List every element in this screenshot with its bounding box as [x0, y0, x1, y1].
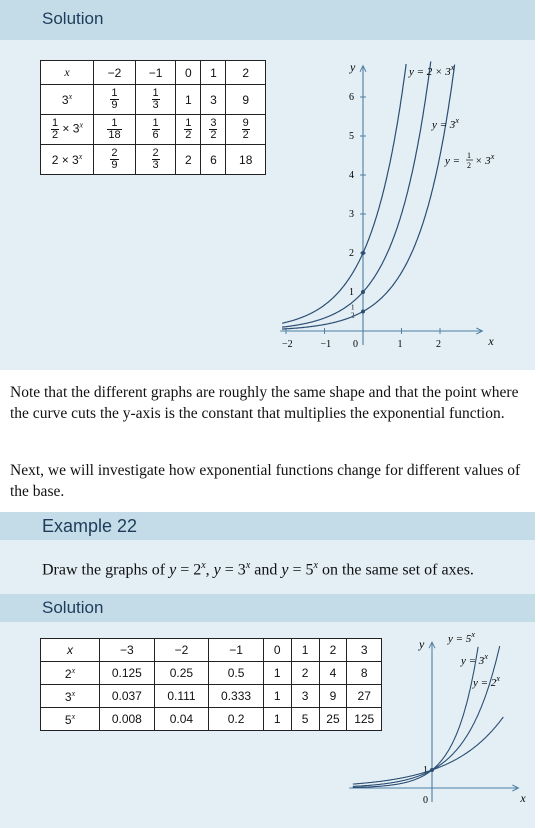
- x-axis-label-2: x: [520, 791, 526, 805]
- table1-cell: $\frac{2}{9}$: [94, 145, 136, 175]
- paragraph-next-text: Next, we will investigate how exponential functions change for different values of the base.: [10, 462, 521, 500]
- table2-cell: 1: [263, 685, 291, 708]
- intercept-2x3x: [361, 251, 365, 255]
- paragraph-next: [10, 460, 530, 502]
- x-tick-label: 1: [397, 339, 403, 350]
- table2-header-cell: 3: [347, 639, 382, 662]
- table1-cell: $\frac{1}{9}$: [94, 85, 136, 115]
- label-3x: $y = 3^x$: [432, 116, 459, 131]
- table2-cell: 0.5: [209, 662, 264, 685]
- y-label-half-den: 2: [351, 311, 355, 320]
- y-tick-label: 2: [349, 248, 354, 259]
- x-axis-label: x: [488, 334, 494, 348]
- table1-cell: 1: [176, 85, 201, 115]
- table1-cell: $\frac{3}{2}$: [201, 115, 226, 145]
- x-tick-label: −1: [320, 339, 332, 350]
- table2-header-cell: 0: [263, 639, 291, 662]
- example-prompt: [42, 560, 474, 579]
- table1-cell: $\frac{9}{2}$: [226, 115, 266, 145]
- label-half-suffix: × $3^x$: [475, 152, 495, 167]
- table1-row-label: 3$^x$: [41, 85, 94, 115]
- prompt-part: ,: [205, 561, 214, 579]
- table2-cell: 0.2: [209, 708, 264, 731]
- table2-header-cell: 2: [319, 639, 347, 662]
- table2-row-label: 3$^x$: [41, 685, 100, 708]
- table2-row-label: 2$^x$: [41, 662, 100, 685]
- table1-cell: 2: [176, 145, 201, 175]
- origin-label-2: 0: [423, 795, 428, 806]
- y-axis-label: y: [350, 59, 356, 74]
- table2-cell: 2: [291, 662, 319, 685]
- label-2x: $y = 2^x$: [473, 674, 500, 689]
- solution-panel-1: [0, 0, 535, 370]
- table2-header-row: [41, 639, 382, 662]
- paragraph-note: [10, 382, 530, 424]
- table2-cell: 27: [347, 685, 382, 708]
- table1-cell: 9: [226, 85, 266, 115]
- table2-cell: 0.04: [154, 708, 209, 731]
- table1-cell: 6: [201, 145, 226, 175]
- values-table-1: [40, 60, 266, 175]
- prompt-part: and: [250, 561, 282, 579]
- prompt-part: = 5: [288, 561, 314, 579]
- prompt-part: y: [213, 561, 221, 579]
- table2-cell: 0.125: [100, 662, 155, 685]
- prompt-part: x: [201, 560, 206, 571]
- x-tick-label: 0: [353, 339, 358, 350]
- y-tick-label: 6: [349, 92, 354, 103]
- prompt-part: on the same set of axes.: [317, 561, 474, 579]
- table1-cell: −1: [135, 61, 175, 85]
- prompt-part: = 2: [176, 561, 202, 579]
- table2-cell: 1: [263, 708, 291, 731]
- prompt-part: y: [281, 561, 289, 579]
- prompt-part: y: [169, 561, 177, 579]
- table1-cell: 3: [201, 85, 226, 115]
- table2-cell: 0.25: [154, 662, 209, 685]
- table2-cell: 9: [319, 685, 347, 708]
- y-axis-label-2: y: [419, 637, 425, 652]
- table1-row-label: $\frac{1}{2}$ × $3^x$: [41, 115, 94, 145]
- table1-row-label: $2 \times 3^x$: [41, 145, 94, 175]
- label-5x: $y = 5^x$: [448, 630, 475, 645]
- table2-row-label: 5$^x$: [41, 708, 100, 731]
- table1-row-label: [41, 61, 94, 85]
- intercept-3x: [361, 290, 365, 294]
- table2-cell: 3: [291, 685, 319, 708]
- label-3x-b: $y = 3^x$: [461, 652, 488, 667]
- table2-cell: 125: [347, 708, 382, 731]
- intercept-half-3x: [361, 310, 365, 314]
- graph-1: [262, 55, 512, 355]
- solution-header-1: [0, 0, 535, 40]
- table1-cell: $\frac{1}{6}$: [135, 115, 175, 145]
- table1-cell: $\frac{2}{3}$: [135, 145, 175, 175]
- table2-cell: 8: [347, 662, 382, 685]
- values-table-2: [40, 638, 382, 731]
- y-tick-label: 1: [349, 287, 354, 298]
- solution-title-1: Solution: [42, 9, 104, 28]
- curve-2x3x: [282, 64, 406, 323]
- prompt-part: Draw the graphs of: [42, 561, 170, 579]
- table1-cell: $\frac{1}{2}$: [176, 115, 201, 145]
- table1-cell: 18: [226, 145, 266, 175]
- x-tick-label: 2: [436, 339, 441, 350]
- table2-cell: 0.008: [100, 708, 155, 731]
- table1-cell: $\frac{1}{18}$: [94, 115, 136, 145]
- table2-cell: 0.333: [209, 685, 264, 708]
- label-2x3x: $y = 2 \times 3^x$: [409, 63, 455, 78]
- table1-cell: $\frac{1}{3}$: [135, 85, 175, 115]
- curve-half-3x: [282, 65, 455, 330]
- table2-header-cell: −2: [154, 639, 209, 662]
- table2-cell: 25: [319, 708, 347, 731]
- table1-row: [41, 61, 266, 85]
- label-half-den: 2: [467, 161, 471, 170]
- y-tick-label: 5: [349, 131, 354, 142]
- curve-3x: [282, 61, 431, 327]
- paragraph-note-text: Note that the different graphs are roughly the same shape and that the point where the curve cuts the y-axis is the constant that multiplies the exponential function.: [10, 384, 519, 422]
- label-half-num: 1: [467, 151, 471, 160]
- table2-cell: 0.111: [154, 685, 209, 708]
- var-x: x: [64, 65, 70, 79]
- table1-cell: 1: [201, 61, 226, 85]
- prompt-part: = 3: [220, 561, 246, 579]
- y-tick-label: 4: [349, 170, 354, 181]
- table2-row: [41, 685, 382, 708]
- y-tick-label: 3: [349, 209, 354, 220]
- table2-cell: 4: [319, 662, 347, 685]
- table1-cell: 0: [176, 61, 201, 85]
- example-title: Example 22: [42, 516, 138, 536]
- table2-cell: 0.037: [100, 685, 155, 708]
- table1-cell: −2: [94, 61, 136, 85]
- example-header: [0, 512, 535, 540]
- table1-row: [41, 145, 266, 175]
- prompt-part: x: [245, 560, 251, 571]
- table1-row: [41, 115, 266, 145]
- example-panel: [0, 512, 535, 828]
- table2-header-cell: x: [41, 639, 100, 662]
- table1-row: [41, 85, 266, 115]
- prompt-part: x: [313, 560, 318, 571]
- solution-header-2: [0, 594, 535, 622]
- table2-header-cell: −1: [209, 639, 264, 662]
- graph-2: [395, 630, 525, 810]
- table2-row: [41, 662, 382, 685]
- intercept-2: [430, 768, 434, 772]
- x-tick-label: −2: [282, 339, 293, 350]
- solution-title-2: Solution: [42, 598, 104, 617]
- intercept-label-2: 1: [423, 765, 428, 776]
- table1-cell: 2: [226, 61, 266, 85]
- label-half-prefix: y =: [445, 155, 461, 167]
- y-label-half-num: 1: [351, 303, 355, 312]
- table2-cell: 5: [291, 708, 319, 731]
- table2-header-cell: 1: [291, 639, 319, 662]
- table2-header-cell: −3: [100, 639, 155, 662]
- table2-cell: 1: [263, 662, 291, 685]
- table2-row: [41, 708, 382, 731]
